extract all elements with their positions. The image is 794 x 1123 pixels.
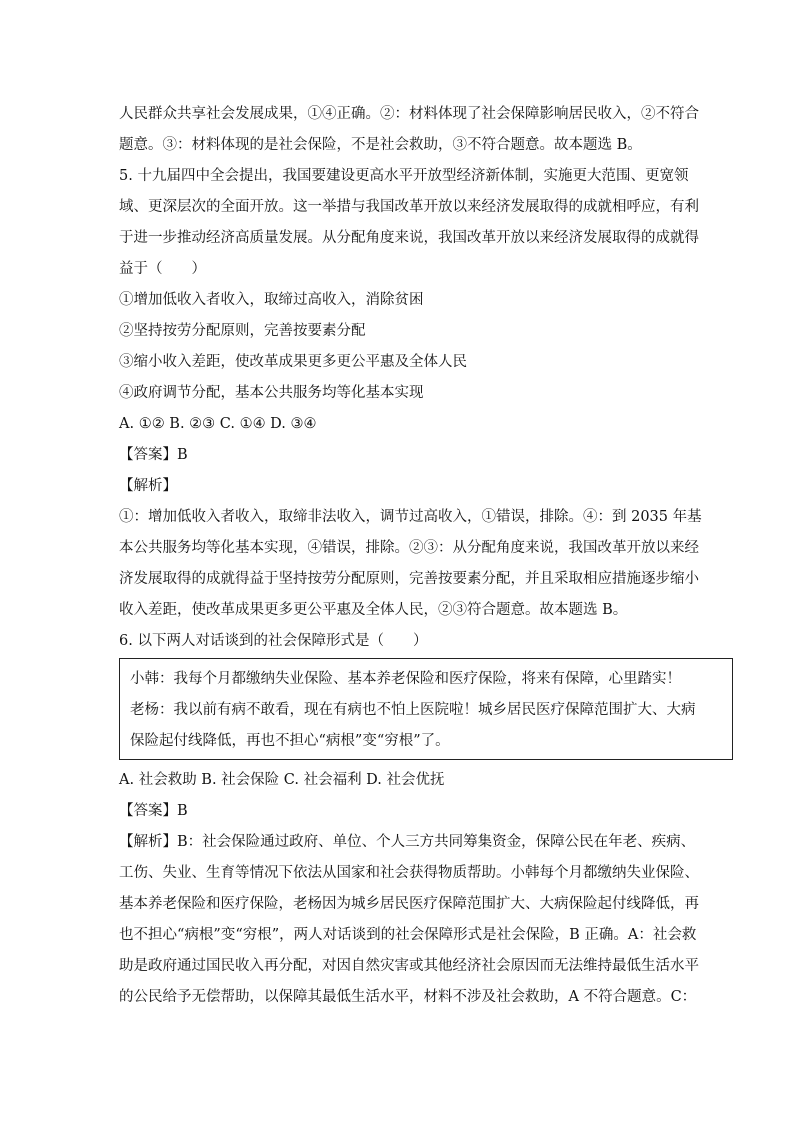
analysis-text: 本公共服务均等化基本实现，④错误，排除。②③：从分配角度来说，我国改革开放以来经 [119, 540, 699, 556]
analysis-label: 【解析】 [119, 478, 177, 494]
analysis-text: 基本养老保险和医疗保险，老杨因为城乡居民医疗保障范围扩大、大病保险起付线降低，再 [119, 896, 699, 912]
analysis-text: 也不担心“病根”变“穷根”，两人对话谈到的社会保障形式是社会保险，B 正确。A：社会救 [119, 927, 697, 943]
option-statement: ②坚持按劳分配原则，完善按要素分配 [119, 323, 366, 339]
answer-choices: A. 社会救助 B. 社会保险 C. 社会福利 D. 社会优抚 [119, 772, 445, 788]
option-statement: ④政府调节分配，基本公共服务均等化基本实现 [119, 385, 424, 401]
answer-label: 【答案】B [119, 803, 188, 819]
text-line: 于进一步推动经济高质量发展。从分配角度来说，我国改革开放以来经济发展取得的成就得 [119, 230, 699, 246]
dialogue-box [119, 658, 733, 760]
dialogue-line: 老杨：我以前有病不敢看，现在有病也不怕上医院啦！城乡居民医疗保障范围扩大、大病 [130, 702, 696, 718]
text-line: 题意。③：材料体现的是社会保险，不是社会救助，③不符合题意。故本题选 B。 [119, 137, 642, 153]
option-statement: ①增加低收入者收入，取缔过高收入，消除贫困 [119, 292, 424, 308]
analysis-text: 济发展取得的成就得益于坚持按劳分配原则，完善按要素分配，并且采取相应措施逐步缩小 [119, 571, 699, 587]
analysis-text: 工伤、失业、生育等情况下依法从国家和社会获得物质帮助。小韩每个月都缴纳失业保险、 [119, 865, 699, 881]
analysis-text: ①：增加低收入者收入，取缔非法收入，调节过高收入，①错误，排除。④：到 2035 年基 [119, 509, 702, 525]
question-6-stem: 6. 以下两人对话谈到的社会保障形式是（ ） [119, 633, 428, 649]
analysis-text: 助是政府通过国民收入再分配，对因自然灾害或其他经济社会原因而无法维持最低生活水平 [119, 958, 699, 974]
dialogue-line: 小韩：我每个月都缴纳失业保险、基本养老保险和医疗保险，将来有保障，心里踏实！ [130, 671, 681, 687]
analysis-text: 收入差距，使改革成果更多更公平惠及全体人民，②③符合题意。故本题选 B。 [119, 602, 628, 618]
text-line: 益于（ ） [119, 261, 206, 277]
answer-label: 【答案】B [119, 447, 188, 463]
text-line: 域、更深层次的全面开放。这一举措与我国改革开放以来经济发展取得的成就相呼应，有利 [119, 199, 699, 215]
answer-choices: A. ①② B. ②③ C. ①④ D. ③④ [119, 416, 317, 432]
question-5-stem: 5. 十九届四中全会提出，我国要建设更高水平开放型经济新体制，实施更大范围、更宽领 [119, 168, 689, 184]
dialogue-line: 保险起付线降低，再也不担心“病根”变“穷根”了。 [130, 733, 450, 749]
option-statement: ③缩小收入差距，使改革成果更多更公平惠及全体人民 [119, 354, 467, 370]
analysis-text: 【解析】B：社会保险通过政府、单位、个人三方共同筹集资金，保障公民在年老、疾病、 [119, 834, 696, 850]
analysis-text: 的公民给予无偿帮助，以保障其最低生活水平，材料不涉及社会救助，A 不符合题意。C： [119, 989, 697, 1005]
text-line: 人民群众共享社会发展成果，①④正确。②：材料体现了社会保障影响居民收入，②不符合 [119, 106, 699, 122]
